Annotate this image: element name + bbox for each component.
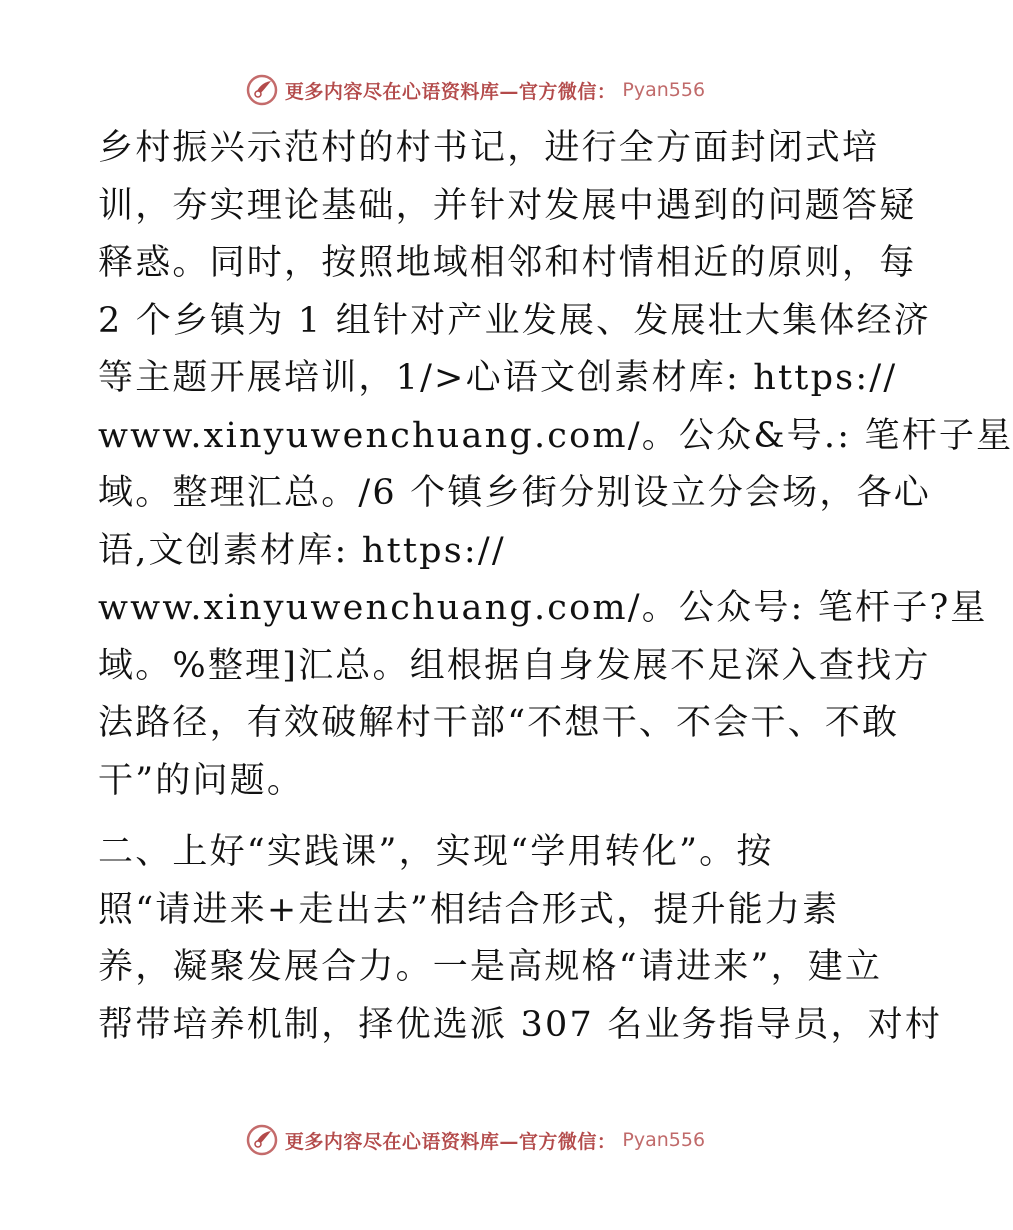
body-line: 二、上好“实践课”，实现“学用转化”。按 — [98, 832, 774, 872]
body-line: 法路径，有效破解村干部“不想干、不会干、不敢 — [98, 703, 900, 743]
body-line: 帮带培养机制，择优选派 307 名业务指导员，对村 — [98, 1004, 943, 1045]
header-banner — [0, 70, 950, 110]
logo-icon — [245, 73, 279, 107]
body-line: 乡村振兴示范村的村书记，进行全方面封闭式培 — [98, 128, 880, 168]
header-banner-id: Pyan556 — [622, 79, 706, 101]
body-line: 干”的问题。 — [98, 760, 305, 801]
body-line: www.xinyuwenchuang.com/。公众&号.: 笔杆子星 — [98, 415, 1013, 456]
body-line: 语,文创素材库: https:// — [98, 530, 506, 571]
body-line: 训，夯实理论基础，并针对发展中遇到的问题答疑 — [98, 185, 917, 226]
body-line: 域。整理汇总。/6 个镇乡街分别设立分会场，各心 — [98, 473, 931, 513]
body-line: 释惑。同时，按照地域相邻和村情相近的原则，每 — [98, 243, 917, 283]
header-banner-text: 更多内容尽在心语资料库—官方微信： — [284, 80, 617, 103]
body-line: 照“请进来+走出去”相结合形式，提升能力素 — [98, 889, 840, 930]
body-line: 2 个乡镇为 1 组针对产业发展、发展壮大集体经济 — [98, 300, 931, 341]
body-line: 养，凝聚发展合力。一是高规格“请进来”，建立 — [98, 947, 883, 987]
footer-banner-text: 更多内容尽在心语资料库—官方微信： — [284, 1130, 617, 1153]
body-line: 等主题开展培训，1/>心语文创素材库: https:// — [98, 358, 898, 398]
document-body — [98, 120, 1013, 1054]
footer-banner — [0, 1120, 950, 1160]
paragraph-gap — [98, 810, 858, 824]
logo-icon — [245, 1123, 279, 1157]
footer-banner-id: Pyan556 — [622, 1129, 706, 1151]
body-line: 域。%整理]汇总。组根据自身发展不足深入查找方 — [98, 645, 931, 686]
body-line: www.xinyuwenchuang.com/。公众号: 笔杆子?星 — [98, 588, 988, 628]
